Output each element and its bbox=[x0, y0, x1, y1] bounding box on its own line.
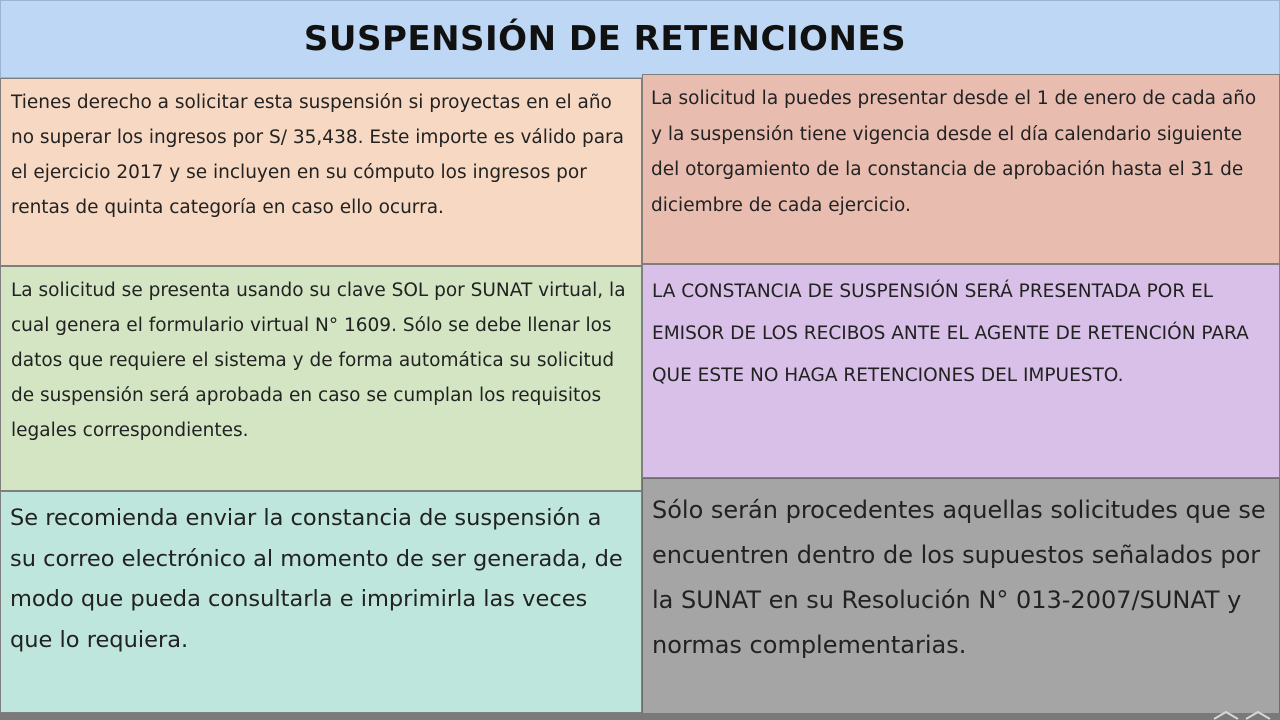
decorative-corner-icon bbox=[1212, 711, 1272, 720]
info-box-clave-sol bbox=[0, 266, 642, 491]
slide-title: SUSPENSIÓN DE RETENCIONES bbox=[303, 19, 907, 59]
slide-title-bar bbox=[0, 0, 1280, 78]
info-box-constancia bbox=[642, 264, 1280, 478]
info-text-clave-sol: La solicitud se presenta usando su clave SOL por SUNAT virtual, la cual genera el formulario virtual N° 1609. Sólo se debe llenar los datos que requiere el sistema y de forma automática su solicitud de suspensión será aprobada en caso se cumplan los requisitos legales correspondientes. bbox=[11, 280, 626, 441]
slide-bottom-strip bbox=[0, 713, 1280, 720]
info-text-procedentes: Sólo serán procedentes aquellas solicitudes que se encuentren dentro de los supuestos señalados por la SUNAT en su Resolución N° 013-2007/SUNAT y normas complementarias. bbox=[652, 496, 1266, 659]
info-box-recomienda bbox=[0, 491, 642, 713]
info-text-derecho: Tienes derecho a solicitar esta suspensión si proyectas en el año no superar los ingresos por S/ 35,438. Este importe es válido para el ejercicio 2017 y se incluyen en su cómputo los ingresos por rentas de quinta categoría en caso ello ocurra. bbox=[11, 92, 625, 218]
info-text-recomienda: Se recomienda enviar la constancia de suspensión a su correo electrónico al momento de ser generada, de modo que pueda consultarla e imprimirla las veces que lo requiera. bbox=[10, 505, 623, 653]
info-box-derecho bbox=[0, 78, 642, 266]
info-box-fecha bbox=[642, 74, 1280, 264]
info-text-fecha: La solicitud la puedes presentar desde el 1 de enero de cada año y la suspensión tiene vigencia desde el día calendario siguiente del otorgamiento de la constancia de aprobación hasta el 31 de diciembre de cada ejercicio. bbox=[651, 88, 1257, 216]
info-text-constancia: LA CONSTANCIA DE SUSPENSIÓN SERÁ PRESENTADA POR EL EMISOR DE LOS RECIBOS ANTE EL AGENTE DE RETENCIÓN PARA QUE ESTE NO HAGA RETENCIONES DEL IMPUESTO. bbox=[652, 281, 1249, 386]
info-box-procedentes bbox=[642, 478, 1280, 715]
